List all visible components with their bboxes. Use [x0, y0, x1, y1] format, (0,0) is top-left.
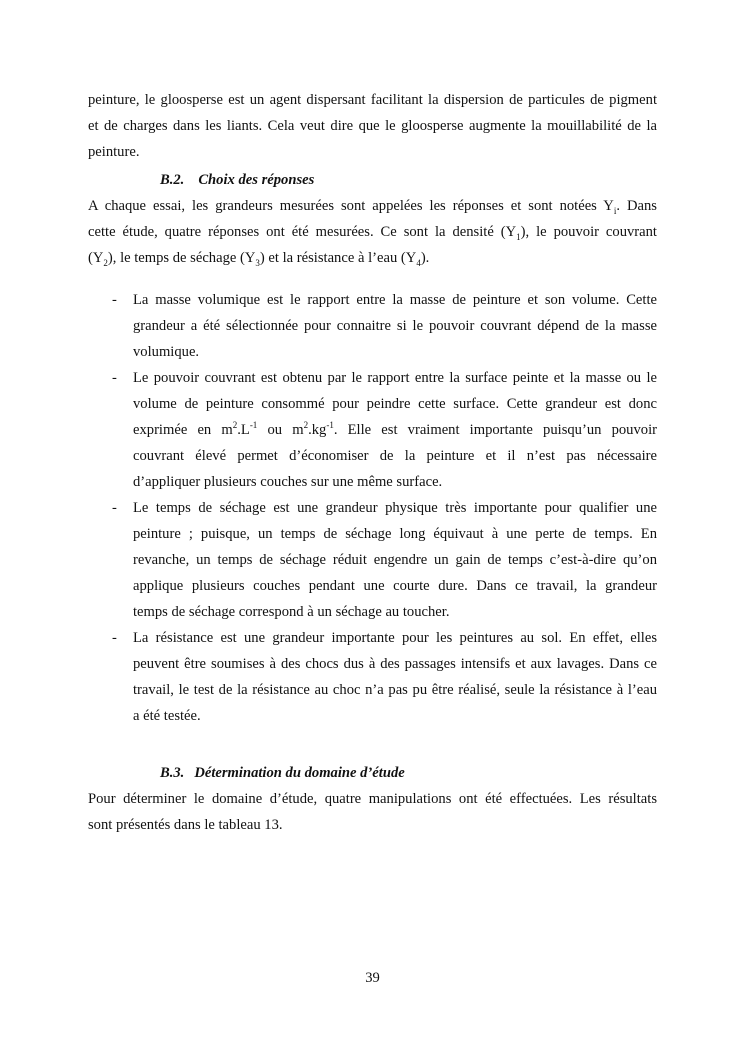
superscript: -1: [249, 420, 258, 431]
subscript: 3: [255, 257, 260, 268]
superscript: -1: [326, 420, 334, 431]
section-number: B.2.: [160, 172, 185, 188]
bullet-marker: -: [112, 500, 117, 516]
paragraph-line: Pour déterminer le domaine d’étude, quatre manipulations ont été effectuées. Les résultats: [88, 791, 657, 807]
bullet-marker: -: [112, 630, 117, 646]
paragraph-line: [88, 248, 657, 268]
subscript: 2: [103, 257, 108, 268]
superscript: 2: [232, 420, 238, 431]
bullet-marker: -: [112, 370, 117, 386]
text: ), le pouvoir couvrant: [520, 224, 657, 240]
bullet-marker: -: [112, 292, 117, 308]
text: ou m: [257, 422, 304, 438]
section-heading-b3: [160, 763, 405, 783]
bullet-line: [133, 420, 657, 440]
section-title: Choix des réponses: [198, 172, 315, 188]
bullet-line: volume de peinture consommé pour peindre cette surface. Cette grandeur est donc: [133, 396, 657, 412]
text: .kg: [308, 422, 327, 438]
bullet-line: temps de séchage correspond à un séchage au toucher.: [133, 604, 450, 620]
text: .L: [237, 422, 250, 438]
bullet-line: peuvent être soumises à des chocs dus à des passages intensifs et aux lavages. Dans ce: [133, 656, 657, 672]
paragraph-line: sont présentés dans le tableau 13.: [88, 817, 283, 833]
subscript: i: [613, 205, 617, 216]
text: cette étude, quatre réponses ont été mesurées. Ce sont la densité (Y: [88, 224, 517, 240]
paragraph-line: [88, 222, 657, 242]
text: (Y: [88, 250, 104, 266]
superscript: 2: [303, 420, 309, 431]
bullet-line: peinture ; puisque, un temps de séchage long équivaut à une perte de temps. En: [133, 526, 657, 542]
section-title: Détermination du domaine d’étude: [194, 765, 405, 781]
text: ).: [420, 250, 430, 266]
page-number: 39: [365, 970, 380, 986]
bullet-line: a été testée.: [133, 708, 201, 724]
subscript: 4: [416, 257, 421, 268]
paragraph-line: peinture.: [88, 144, 140, 160]
bullet-line: travail, le test de la résistance au choc n’a pas pu être réalisé, seule la résistance à l’eau: [133, 682, 657, 698]
bullet-line: La masse volumique est le rapport entre la masse de peinture et son volume. Cette: [133, 292, 657, 308]
section-number: B.3.: [160, 765, 185, 781]
text: exprimée en m: [133, 422, 233, 438]
bullet-line: d’appliquer plusieurs couches sur une même surface.: [133, 474, 443, 490]
bullet-line: applique plusieurs couches pendant une courte dure. Dans ce travail, la grandeur: [133, 578, 657, 594]
text: ) et la résistance à l’eau (Y: [259, 250, 417, 266]
text: A chaque essai, les grandeurs mesurées sont appelées les réponses et sont notées Y: [88, 198, 614, 214]
section-heading-b2: [160, 170, 314, 190]
bullet-line: volumique.: [133, 344, 200, 360]
text: ), le temps de séchage (Y: [107, 250, 256, 266]
subscript: 1: [516, 231, 521, 242]
text: . Dans: [616, 198, 657, 214]
bullet-line: couvrant élevé permet d’économiser de la peinture et il n’est pas nécessaire: [133, 448, 657, 464]
paragraph-line: peinture, le gloosperse est un agent dispersant facilitant la dispersion de particules de pigment: [88, 92, 657, 108]
bullet-line: revanche, un temps de séchage réduit engendre un gain de temps c’est-à-dire qu’on: [133, 552, 657, 568]
bullet-line: La résistance est une grandeur importante pour les peintures au sol. En effet, elles: [133, 630, 657, 646]
bullet-line: Le pouvoir couvrant est obtenu par le rapport entre la surface peinte et la masse ou le: [133, 370, 657, 386]
text: . Elle est vraiment importante puisqu’un pouvoir: [333, 422, 657, 438]
paragraph-line: et de charges dans les liants. Cela veut dire que le gloosperse augmente la mouillabilité de la: [88, 118, 657, 134]
bullet-line: Le temps de séchage est une grandeur physique très importante pour qualifier une: [133, 500, 657, 516]
bullet-line: grandeur a été sélectionnée pour connaitre si le pouvoir couvrant dépend de la masse: [133, 318, 657, 334]
paragraph-line: [88, 196, 657, 216]
